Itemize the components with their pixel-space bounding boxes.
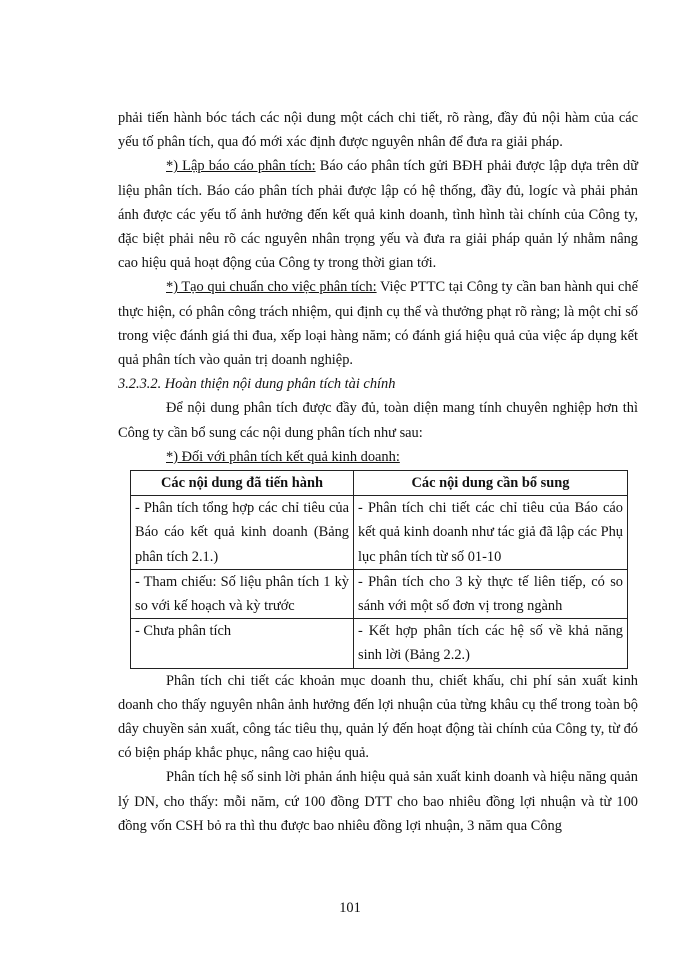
table-title-text: *) Đối với phân tích kết quả kinh doanh: xyxy=(166,448,400,465)
table-cell: - Phân tích tổng hợp các chỉ tiêu của Báo cáo kết quả kinh doanh (Bảng phân tích 2.1.) xyxy=(131,496,354,570)
comparison-table xyxy=(130,470,628,669)
standard-text: Việc PTTC tại Công ty cần ban hành qui chế thực hiện, có phân công trách nhiệm, qui định cụ thể và thưởng phạt rõ ràng; là một chỉ số trong việc đánh giá thi đua, xếp loại hàng năm; có đánh giá hiệu quả của việc áp dụng kết quả phân tích vào quản trị doanh nghiệp. xyxy=(118,279,638,369)
table-cell: - Tham chiếu: Số liệu phân tích 1 kỳ so với kế hoạch và kỳ trước xyxy=(131,569,354,618)
paragraph-standard xyxy=(118,275,638,372)
page-number: 101 xyxy=(339,900,361,916)
table-row xyxy=(131,619,628,668)
table-row xyxy=(131,569,628,618)
paragraph-intro: phải tiến hành bóc tách các nội dung một cách chi tiết, rõ ràng, đầy đủ nội hàm của các yếu tố phân tích, qua đó mới xác định được nguyên nhân để đưa ra giải pháp. xyxy=(118,110,638,151)
table-row xyxy=(131,496,628,570)
table-cell: - Chưa phân tích xyxy=(131,619,354,668)
table-cell: - Phân tích chi tiết các chỉ tiêu của Báo cáo kết quả kinh doanh như tác giả đã lập các Phụ lục phân tích từ số 01-10 xyxy=(354,496,628,570)
table-header-done: Các nội dung đã tiến hành xyxy=(131,471,354,496)
table-cell: - Phân tích cho 3 kỳ thực tế liên tiếp, có so sánh với một số đơn vị trong ngành xyxy=(354,569,628,618)
paragraph-content-intro: Để nội dung phân tích được đầy đủ, toàn diện mang tính chuyên nghiệp hơn thì Công ty cần bổ sung các nội dung phân tích như sau: xyxy=(118,400,638,441)
report-label: *) Lập báo cáo phân tích: xyxy=(166,158,316,175)
document-body xyxy=(118,106,638,838)
report-text: Báo cáo phân tích gửi BĐH phải được lập dựa trên dữ liệu phân tích. Báo cáo phân tích phải được lập có hệ thống, đầy đủ, logíc và phải phản ánh được các yếu tố ảnh hưởng đến kết quả kinh doanh, tình hình tài chính của Công ty, đặc biệt phải nêu rõ các nguyên nhân trọng yếu và đưa ra giải pháp quản lý nhằm nâng cao hiệu quả hoạt động của Công ty trong thời gian tới. xyxy=(118,158,638,272)
standard-label: *) Tạo qui chuẩn cho việc phân tích: xyxy=(166,279,377,296)
paragraph-report xyxy=(118,154,638,275)
table-title xyxy=(118,445,638,469)
section-heading: 3.2.3.2. Hoàn thiện nội dung phân tích tài chính xyxy=(118,376,396,393)
paragraph-detail-analysis: Phân tích chi tiết các khoản mục doanh thu, chiết khấu, chi phí sản xuất kinh doanh cho thấy nguyên nhân ảnh hưởng đến lợi nhuận của từng khâu cụ thể trong toàn bộ dây chuyền sản xuất, công tác tiêu thụ, quản lý đến hoạt động tài chính của Công ty, từ đó có biện pháp khắc phục, nâng cao hiệu quả. xyxy=(118,672,638,762)
table-header-row xyxy=(131,471,628,496)
paragraph-profitability: Phân tích hệ số sinh lời phản ánh hiệu quả sản xuất kinh doanh và hiệu năng quản lý DN, cho thấy: mỗi năm, cứ 100 đồng DTT cho bao nhiêu đồng lợi nhuận và từ 100 đồng vốn CSH bỏ ra thì thu được bao nhiêu đồng lợi nhuận, 3 năm qua Công xyxy=(118,769,638,834)
table-cell: - Kết hợp phân tích các hệ số về khả năng sinh lời (Bảng 2.2.) xyxy=(354,619,628,668)
table-header-supplement: Các nội dung cần bổ sung xyxy=(354,471,628,496)
